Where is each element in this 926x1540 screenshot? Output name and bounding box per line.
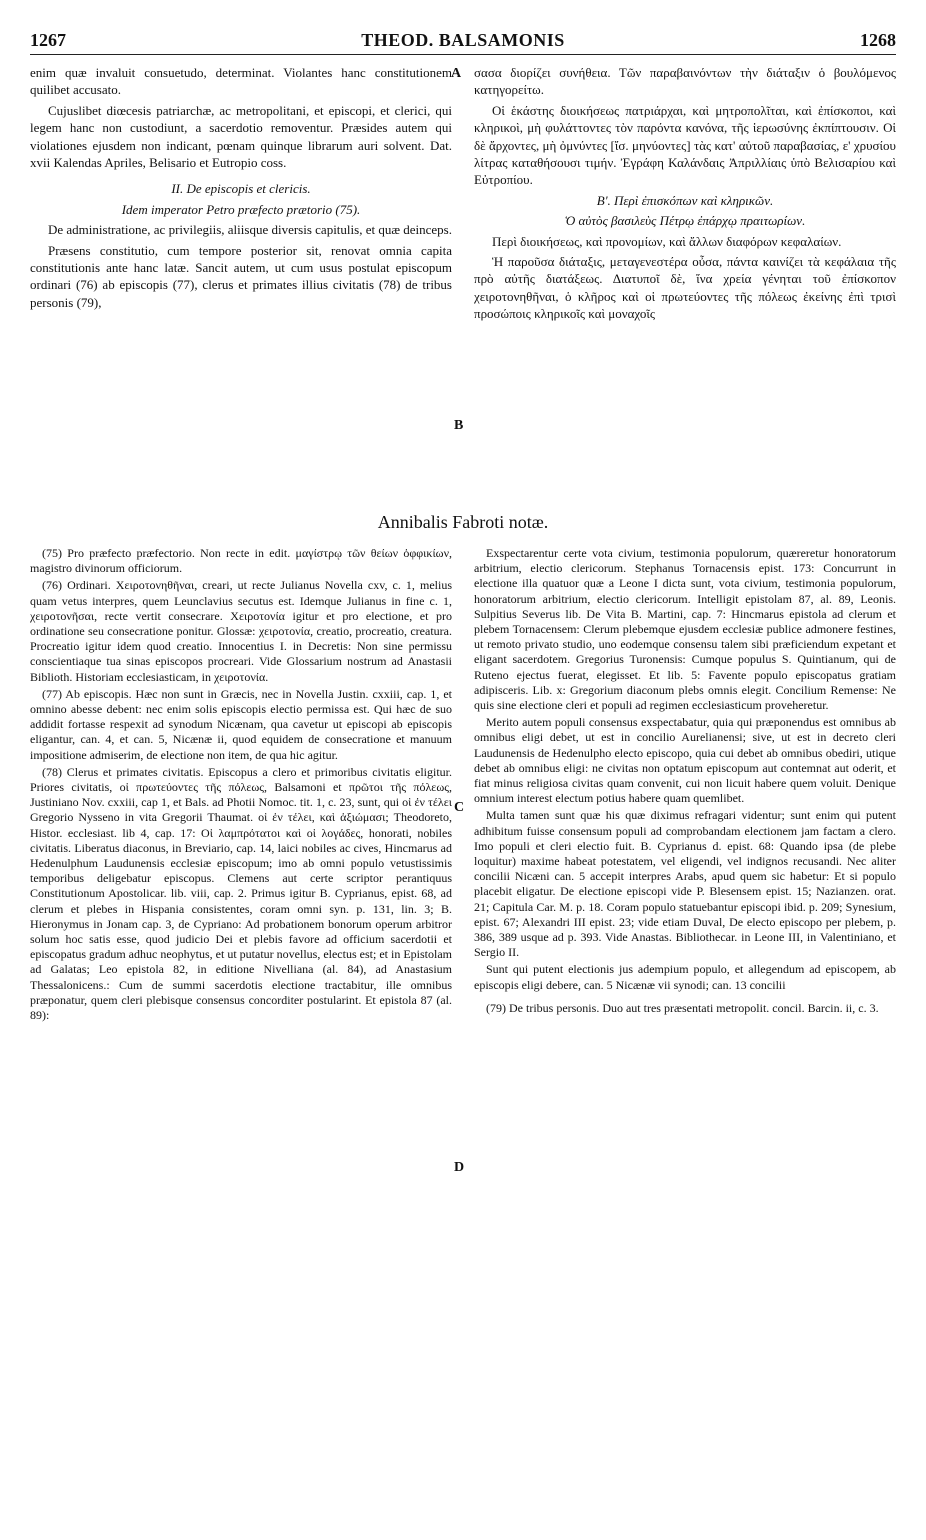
margin-marker-b: B [454,418,464,433]
notes-left-column [30,546,452,1025]
greek-paragraph: Οἱ ἑκάστης διοικήσεως πατριάρχαι, καὶ μητροπολῖται, καὶ ἐπίσκοποι, καὶ κληρικοὶ, μὴ φυλάττοντες τὸν παρόντα κανόνα, τῆς ἱερωσύνης ἐκπίπτουσιν. Οἱ δὲ ἄρχοντες, μὴ ὀμνύντες [ἴσ. μηνύοντες] τὰς κατ' αὐτοῦ παραβασίας, ε' χρυσίου λίτρας καταθήσουσι τιμήν. Ἐγράφη Καλάνδαις Ἀπριλλίαις ὑπὸ Βελισαρίου καὶ Εὐτροπίου. [474,102,896,188]
notes-right-column [474,546,896,1025]
greek-paragraph: σασα διορίζει συνήθεια. Τῶν παραβαινόντων τὴν διάταξιν ὁ βουλόμενος κατηγορείτω. [474,65,896,98]
greek-column [474,64,896,326]
page [30,30,896,1520]
section-heading-latin: II. De episcopis et clericis. [171,181,311,197]
margin-marker-c: C [454,800,465,815]
note-paragraph: Multa tamen sunt quæ his quæ diximus refragari videntur; sunt enim qui putent adhibitum fuisse consensum populi ad comprobandam electionem jam factam a clero. Imo populi et cleri electio fuit. B. Cyprianus d. epist. 68: Quando ipsa (de plebe loquitur) maxime habeat potestatem, vel eligendi, vel indignos recusandi. Nec aliter concilii Nicæni can. 5 accepit interpres Arabs, apud quem sic habetur: Et si populo placebit eligatur. De electione episcopi vide P. Blesensem epist. 15; Nazianzen. orat. 21; Capitula Car. M. p. 18. Coram populo statuebantur episcopi ibid. p. 209; Synesium, epist. 67; Alexandri III epist. 23; vide etiam Duval, De electo episcopo per plebem, p. 386, 389 usque ad p. 393. Vide Anastas. Bibliothecar. in Leone III, in Valentiniano, et Sergio II. [474,808,896,960]
note-paragraph: (79) De tribus personis. Duo aut tres præsentati metropolit. concil. Barcin. ii, c. 3. [486,1000,879,1015]
latin-paragraph: Præsens constitutio, cum tempore posterior sit, renovat omnia capita constitutionis ante hanc latæ. Sancit autem, ut cum usus postulat episcopum ordinari (76) ab episcopis (77), clerus et primates illius civitatis (78) de tribus personis (79), [30,242,452,310]
note-paragraph: Sunt qui putent electionis jus adempium populo, et allegendum ad episcopem, ab episcopis eligi debere, can. 5 Nicænæ vii synodi; can. 13 concilii [474,962,896,992]
page-header [30,30,896,55]
note-paragraph: (77) Ab episcopis. Hæc non sunt in Græcis, nec in Novella Justin. cxxiii, cap. 1, et omnino abesse debent: nec enim solis episcopis electio permissa est. Qui hæc de suo addidit fortasse respexit ad synodum Nicænam, qua cavetur ut episcopi ab episcopis eligantur, can. 4, et can. 5, Nicænæ ii, quod equidem de consecratione et manuum impositione admiserim, de electione non item, de qua hic agitur. [30,686,452,762]
note-paragraph: (75) Pro præfecto præfectorio. Non recte in edit. μαγίστρῳ τῶν θείων ὀφφικίων, magistro divinorum officiorum. [30,546,452,576]
main-text [30,64,896,326]
note-paragraph: (76) Ordinari. Χειροτονηθῆναι, creari, ut recte Julianus Novella cxv, c. 1, melius quam vetus interpres, quem Leunclavius secutus est. Idemque Julianus in fine c. 1, χειροτονῆσαι, recte vertit consecrare. Χειροτονία igitur et pro electione, et pro ordinatione seu consecratione ponitur. Glossæ: χειροτονία, creatio, procreatio, creatura. Procreatio igitur idem quod creatio. Innocentius I. in Decretis: Non sine permissu conscientiaque tua sinas episcopos procreari. Vide Glossarium nostrum ad Anastasii Biblioth. Historiam ecclesiasticam, in χειροτονία. [30,578,452,684]
section-heading-greek: Β'. Περὶ ἐπισκόπων καὶ κληρικῶν. [596,192,774,208]
greek-paragraph: Περὶ διοικήσεως, καὶ προνομίων, καὶ ἄλλων διαφόρων κεφαλαίων. [492,233,842,249]
note-paragraph: Exspectarentur certe vota civium, testimonia populorum, quæreretur honoratorum arbitrium, electio clericorum. Stephanus Tornacensis epist. 173: Concurrunt in electione illa quatuor quæ a Leone I dicta sunt, vota civium, testimonia populorum, honoratorum arbitrium, electio clericorum. Intelligit epistolam 87, al. 89, Leonis. Sulpitius Severus lib. De Vita B. Martini, cap. 7: Hincmarus epistola ad clerum et plebem Tornacensem: Clerum plebemque ejusdem ecclesiæ publice admonere festines, ut remoto privato studio, uno eodemque consensu talem sibi præficiendum expetant et eligant sacerdotem. Gregorius Turonensis: Cumque populus S. Quintianum, qui de Ruteno ejectus fuerat, elegisset. Et lib. 5: Favente populo episcopatus gratiam adipisceris. Lib. x: Gregorium diaconum plebs omnis elegit. Concilium Remense: Ne quis sine electione cleri et populi ad regimen ecclesiasticum proveheretur. [474,546,896,713]
latin-paragraph: De administratione, ac privilegiis, aliisque diversis capitulis, et quæ deinceps. [48,222,452,238]
notes-section [30,546,896,1025]
latin-paragraph: enim quæ invaluit consuetudo, determinat. Violantes hanc constitutionem quilibet accusato. [30,65,452,98]
note-paragraph: (78) Clerus et primates civitatis. Episcopus a clero et primoribus civitatis eligitur. Priores civitatis, οἱ πρωτεύοντες τῆς πόλεως, Balsamoni et πρῶτοι τῆς πόλεως, Justiniano Nov. cxxiii, cap 1, et Bals. ad Photii Nomoc. tit. 1, c. 23, sunt, qui οἱ ἐν τέλει Gregorio Nysseno in vita Gregorii Thaumat. οἱ ἐν τέλει, καὶ ἀξιώμασι; Theodoreto, Histor. ecclesiast. lib 4, cap. 17: Οἱ λαμπρότατοι καὶ οἱ λογάδες, honorati, nobiles civitatis. Liberatus diaconus, in Breviario, cap. 14, laici nobiles ac cives, Hincmarus ad Hedenulphum Laudunensis ecclesiæ episcopum; imo ab omni populo vetustissimis temporibus deligebatur episcopus. Clemens aut certe scriptor perantiquus Constitutionum Apostolicar. lib. viii, cap. 2. Primus igitur B. Cyprianus, epist. 68, ad clerum et plebes in Hispania consistentes, coram omni syn. p. 131, lin. 3; B. Hieronymus in Jonam cap. 3, de Cypriano: Ad probationem bonorum operum arbitror solum hoc satis esse, quod judicio Dei et plebis favore ad officium sacerdotii et episcopatus gradum adhuc neophytus, et ut putatur novellus, electus est; et in Epistolam ad Galatas; Leo epistola 82, in editione Nivelliana (al. 84), ad Anastasium Thessalonicens.: Cum de summi sacerdotis electione tractabitur, ille omnibus præponatur, quem cleri plebisque consensus concorditer postularint. Et epistola 87 (al. 89): [30,764,452,1023]
greek-paragraph: Ἡ παροῦσα διάταξις, μεταγενεστέρα οὖσα, πάντα καινίζει τὰ κεφάλαια τῆς πρὸ αὐτῆς διατάξεως. Διατυποῖ δὲ, ἵνα χρεία γένηται τοῦ ἐπίσκοπον χειροτονηθῆναι, ὁ κλῆρος καὶ οἱ πρωτεύοντες τῆς πόλεως ἐκείνης ἐπὶ τρισὶ προσώποις κληρικοῖς καὶ μοναχοῖς [474,254,896,322]
margin-marker-d: D [454,1160,465,1175]
note-paragraph: Merito autem populi consensus exspectabatur, quia qui præponendus est omnibus ab omnibus eligi debet, ut est in concilio Aurelianensi; sive, ut est in decreto cleri Laudunensis de Hedenulpho electo episcopo, quia cui debet ab omnibus obediri, utique debet ab omnibus eligi: ne civitas non optatum episcopum aut contemnat aut oderit, et fiat minus religiosa civitas quam convenit, cui non licuit habere quem voluit. Denique omnium interest electum potius habere quam quemlibet. [474,715,896,806]
latin-paragraph: Cujuslibet diœcesis patriarchæ, ac metropolitani, et episcopi, et clerici, qui legem hanc non custodiunt, a sacerdotio removentur. Præsides autem qui violationes ejusdem non indicant, pœnam quinque librarum auri solvent. Dat. xvii Kalendas Apriles, Belisario et Eutropio coss. [30,102,452,171]
page-number-right: 1268 [860,30,896,50]
running-title: THEOD. BALSAMONIS [361,30,565,50]
latin-column [30,64,452,326]
page-number-left: 1267 [30,30,66,50]
section-subheading-greek: Ὁ αὐτὸς βασιλεὺς Πέτρῳ ἐπάρχῳ πραιτωρίων. [564,213,806,229]
section-subheading-latin: Idem imperator Petro præfecto prætorio (75). [121,201,361,217]
notes-title: Annibalis Fabroti notæ. [377,512,549,532]
margin-marker-a: A [451,66,462,81]
